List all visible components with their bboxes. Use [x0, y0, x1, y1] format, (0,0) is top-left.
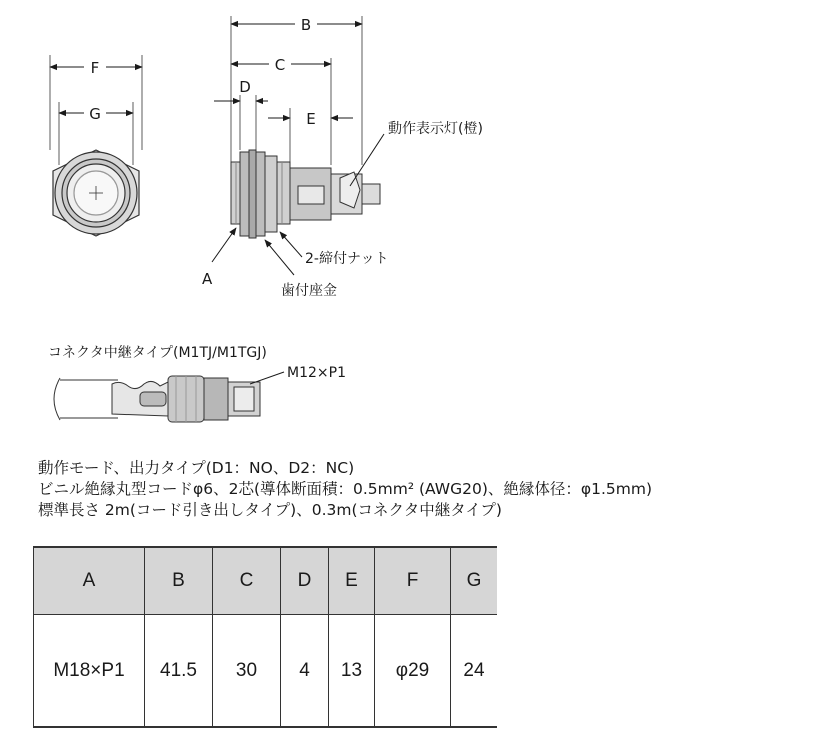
table-row	[34, 615, 498, 728]
dimension-d-label: D	[239, 78, 251, 96]
table-header-cell: F	[375, 547, 451, 615]
dimension-c-label: C	[274, 56, 286, 74]
connector-drawing	[54, 376, 260, 422]
note-standard-length: 標準長さ 2m(コード引き出しタイプ)、0.3m(コネクタ中継タイプ)	[38, 501, 502, 519]
table-header-cell: A	[34, 547, 145, 615]
table-cell: 30	[213, 615, 281, 728]
note-operation-mode: 動作モード、出力タイプ(D1：NO、D2：NC)	[38, 459, 355, 477]
table-header-row	[34, 547, 498, 615]
connector-thread-label: M12×P1	[287, 365, 346, 381]
table-header-cell: B	[145, 547, 213, 615]
front-view	[50, 55, 142, 236]
table-cell: 13	[329, 615, 375, 728]
dimension-g-label: G	[89, 105, 101, 123]
washer-callout: 歯付座金	[281, 283, 337, 299]
indicator-callout: 動作表示灯(橙)	[388, 121, 483, 137]
nut-callout: 2-締付ナット	[305, 251, 389, 267]
table-cell: 4	[281, 615, 329, 728]
table-cell: 24	[451, 615, 498, 728]
note-cable-spec: ビニル絶縁丸型コードφ6、2芯(導体断面積：0.5mm² (AWG20)、絶縁体径：φ1.5mm)	[38, 480, 653, 498]
dimension-a-label: A	[202, 270, 213, 288]
table-header-cell: E	[329, 547, 375, 615]
table-cell: φ29	[375, 615, 451, 728]
table-cell: M18×P1	[34, 615, 145, 728]
table-cell: 41.5	[145, 615, 213, 728]
table-header-cell: G	[451, 547, 498, 615]
connector-title: コネクタ中継タイプ(M1TJ/M1TGJ)	[48, 345, 267, 361]
dimension-e-label: E	[306, 110, 316, 128]
dimension-f-label: F	[90, 59, 100, 77]
table-header-cell: C	[213, 547, 281, 615]
dimension-table	[33, 546, 497, 728]
table-header-cell: D	[281, 547, 329, 615]
dimension-b-label: B	[300, 16, 312, 34]
